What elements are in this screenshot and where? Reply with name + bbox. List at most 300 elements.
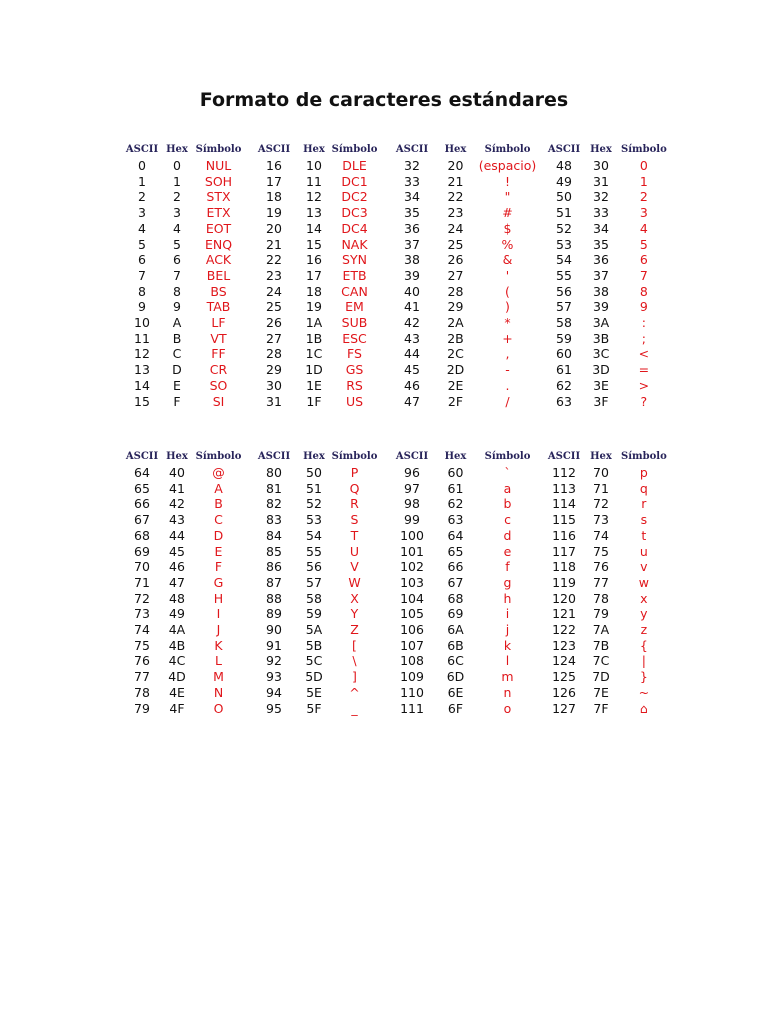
symbol: ENQ <box>204 236 233 252</box>
ascii-code: 4 <box>138 220 146 236</box>
hex-code: 6A <box>447 622 464 638</box>
hex-code: 40 <box>169 465 185 480</box>
ascii-code: 26 <box>266 315 282 331</box>
ascii-code: 0 <box>138 158 146 173</box>
symbol: ) <box>505 299 510 315</box>
ascii-code: 57 <box>556 299 572 315</box>
ascii-code: 3 <box>138 205 146 221</box>
hex-code: 63 <box>447 512 464 528</box>
hex-code: 3A <box>592 315 610 331</box>
symbol: . <box>505 377 510 393</box>
hex-code: 78 <box>593 590 609 606</box>
hex-code: 1C <box>305 346 323 362</box>
ascii-code: 96 <box>404 465 420 480</box>
hex-code: 6F <box>447 700 464 716</box>
hex-code: 5 <box>173 236 181 252</box>
symbol: SYN <box>342 252 367 268</box>
ascii-code: 10 <box>134 315 150 331</box>
ascii-code: 104 <box>400 590 424 606</box>
ascii-code: 14 <box>134 377 150 393</box>
ascii-code: 38 <box>404 252 420 268</box>
table-row <box>119 669 667 685</box>
symbol: ETB <box>342 267 367 283</box>
ascii-code: 43 <box>404 330 420 346</box>
hex-code: 32 <box>593 189 609 205</box>
hex-code: 4D <box>168 669 186 685</box>
hex-code: 53 <box>306 512 322 528</box>
table-row <box>119 237 667 253</box>
hex-code: 1B <box>305 330 323 346</box>
hex-code: 75 <box>593 543 609 559</box>
symbol: ⌂ <box>639 700 648 716</box>
hex-code: 72 <box>593 496 609 512</box>
ascii-code: 16 <box>266 158 282 173</box>
ascii-code: 39 <box>404 267 420 283</box>
hex-code: 1A <box>305 315 323 331</box>
hex-code: 29 <box>447 299 464 315</box>
ascii-code: 29 <box>266 362 282 378</box>
ascii-code: 53 <box>556 236 572 252</box>
symbol: ^ <box>349 684 360 700</box>
ascii-code: 91 <box>266 637 282 653</box>
hex-code: 5A <box>305 622 323 638</box>
hex-code: C <box>172 346 182 362</box>
symbol: v <box>640 559 648 575</box>
hex-code: 23 <box>447 205 464 221</box>
symbol: DLE <box>342 158 367 173</box>
hex-code: 19 <box>306 299 322 315</box>
ascii-code: 45 <box>404 362 420 378</box>
symbol: BS <box>210 283 227 299</box>
symbol: R <box>350 496 359 512</box>
ascii-code: 15 <box>134 393 150 409</box>
hex-code: 77 <box>593 574 609 590</box>
hex-code: 1 <box>173 173 181 189</box>
hex-code: 3F <box>593 393 609 409</box>
hex-code: 76 <box>593 559 609 575</box>
ascii-code: 98 <box>404 496 420 512</box>
symbol: L <box>215 653 222 669</box>
ascii-code: 100 <box>400 527 424 543</box>
hex-code: 10 <box>306 158 322 173</box>
ascii-code: 95 <box>266 700 282 716</box>
hex-code: 4C <box>168 653 186 669</box>
hex-code: 59 <box>306 606 322 622</box>
hex-code: 2B <box>447 330 464 346</box>
symbol: g <box>503 574 512 590</box>
hex-code: 2E <box>447 377 464 393</box>
symbol: h <box>503 590 512 606</box>
symbol: j <box>505 622 510 638</box>
ascii-code: 75 <box>134 637 150 653</box>
symbol: } <box>639 669 648 685</box>
ascii-table-block-2 <box>119 449 667 716</box>
symbol: * <box>504 315 511 331</box>
ascii-code: 73 <box>134 606 150 622</box>
hex-code: 73 <box>593 512 609 528</box>
hex-code: 34 <box>593 220 609 236</box>
hex-code: 5D <box>305 669 323 685</box>
ascii-code: 61 <box>556 362 572 378</box>
symbol: f <box>505 559 510 575</box>
table-row <box>119 465 667 481</box>
table-row <box>119 701 667 717</box>
ascii-code: 31 <box>266 393 282 409</box>
ascii-code: 108 <box>400 653 424 669</box>
symbol: ' <box>505 267 510 283</box>
symbol: RS <box>346 377 363 393</box>
ascii-code: 92 <box>266 653 282 669</box>
ascii-code: 52 <box>556 220 572 236</box>
symbol: { <box>639 637 648 653</box>
symbol: 8 <box>639 283 648 299</box>
symbol: S <box>350 512 359 528</box>
hex-code: B <box>172 330 182 346</box>
symbol: VT <box>210 330 227 346</box>
symbol: a <box>503 480 512 496</box>
ascii-code: 13 <box>134 362 150 378</box>
symbol: LF <box>211 315 226 331</box>
symbol: G <box>213 574 224 590</box>
ascii-code: 34 <box>404 189 420 205</box>
hex-code: 54 <box>306 527 322 543</box>
ascii-code: 35 <box>404 205 420 221</box>
symbol: EM <box>345 299 364 315</box>
ascii-code: 79 <box>134 700 150 716</box>
table-row <box>119 575 667 591</box>
hex-code: 28 <box>447 283 464 299</box>
symbol: x <box>640 590 648 606</box>
symbol: > <box>638 377 650 393</box>
table-row <box>119 299 667 315</box>
ascii-code: 28 <box>266 346 282 362</box>
symbol: w <box>638 574 649 590</box>
ascii-code: 48 <box>556 158 572 173</box>
table-row <box>119 638 667 654</box>
hex-code: 21 <box>447 173 464 189</box>
symbol: U <box>349 543 360 559</box>
ascii-code: 107 <box>400 637 424 653</box>
hex-code: 47 <box>169 574 185 590</box>
ascii-code: 101 <box>400 543 424 559</box>
header-row <box>119 449 667 465</box>
ascii-code: 44 <box>404 346 420 362</box>
ascii-code: 86 <box>266 559 282 575</box>
hex-code: 41 <box>169 480 185 496</box>
ascii-code: 123 <box>552 637 576 653</box>
hex-code: 58 <box>306 590 322 606</box>
table-row <box>119 512 667 528</box>
symbol: < <box>638 346 650 362</box>
symbol: V <box>350 559 359 575</box>
hex-code: 3E <box>593 377 609 393</box>
hex-code: D <box>172 362 182 378</box>
ascii-code: 112 <box>552 465 576 480</box>
hex-code: 4 <box>173 220 181 236</box>
column-header-ascii: ASCII <box>547 144 581 156</box>
symbol: d <box>503 527 512 543</box>
symbol: NAK <box>341 236 368 252</box>
hex-code: 67 <box>447 574 464 590</box>
hex-code: 5E <box>306 684 322 700</box>
hex-code: 3C <box>592 346 610 362</box>
ascii-code: 50 <box>556 189 572 205</box>
symbol: b <box>503 496 512 512</box>
symbol: ( <box>505 283 510 299</box>
symbol: SUB <box>341 315 368 331</box>
symbol: \ <box>352 653 357 669</box>
symbol: US <box>345 393 364 409</box>
symbol: BEL <box>206 267 231 283</box>
ascii-code: 36 <box>404 220 420 236</box>
symbol: m <box>501 669 514 685</box>
symbol: H <box>213 590 224 606</box>
symbol: SI <box>212 393 225 409</box>
hex-code: 42 <box>169 496 185 512</box>
symbol: - <box>505 362 510 378</box>
ascii-code: 90 <box>266 622 282 638</box>
symbol: ~ <box>638 684 650 700</box>
symbol: # <box>502 205 513 221</box>
page-title: Formato de caracteres estándares <box>199 89 569 111</box>
ascii-code: 110 <box>400 684 424 700</box>
hex-code: 46 <box>169 559 185 575</box>
hex-code: 64 <box>447 527 464 543</box>
ascii-code: 93 <box>266 669 282 685</box>
symbol: " <box>504 189 511 205</box>
symbol: e <box>503 543 512 559</box>
hex-code: 26 <box>447 252 464 268</box>
symbol: B <box>214 496 223 512</box>
symbol: SO <box>209 377 228 393</box>
symbol: 6 <box>639 252 648 268</box>
hex-code: 25 <box>447 236 464 252</box>
hex-code: 0 <box>173 158 181 173</box>
hex-code: 6C <box>447 653 464 669</box>
hex-code: 65 <box>447 543 464 559</box>
column-header-symbol: Símbolo <box>621 144 667 156</box>
hex-code: 8 <box>173 283 181 299</box>
column-header-ascii: ASCII <box>395 144 429 156</box>
table-row <box>119 622 667 638</box>
ascii-code: 94 <box>266 684 282 700</box>
symbol: CR <box>209 362 228 378</box>
hex-code: 7B <box>592 637 610 653</box>
table-row <box>119 331 667 347</box>
table-row <box>119 544 667 560</box>
symbol: p <box>639 465 648 480</box>
hex-code: 12 <box>306 189 322 205</box>
hex-code: 5F <box>306 700 322 716</box>
ascii-code: 20 <box>266 220 282 236</box>
ascii-code: 41 <box>404 299 420 315</box>
ascii-code: 22 <box>266 252 282 268</box>
column-header-symbol: Símbolo <box>484 144 531 156</box>
symbol: ` <box>504 465 511 480</box>
symbol: 0 <box>639 158 648 173</box>
ascii-code: 33 <box>404 173 420 189</box>
hex-code: 3B <box>592 330 610 346</box>
ascii-code: 9 <box>138 299 146 315</box>
table-row <box>119 174 667 190</box>
hex-code: 6B <box>447 637 464 653</box>
hex-code: 1E <box>306 377 322 393</box>
ascii-code: 19 <box>266 205 282 221</box>
hex-code: 2A <box>447 315 464 331</box>
ascii-code: 102 <box>400 559 424 575</box>
hex-code: 69 <box>447 606 464 622</box>
ascii-code: 32 <box>404 158 420 173</box>
symbol: ESC <box>342 330 367 346</box>
symbol: T <box>350 527 359 543</box>
symbol: l <box>505 653 510 669</box>
symbol: r <box>641 496 647 512</box>
ascii-code: 18 <box>266 189 282 205</box>
ascii-code: 125 <box>552 669 576 685</box>
ascii-code: 70 <box>134 559 150 575</box>
symbol: ! <box>504 173 510 189</box>
ascii-code: 99 <box>404 512 420 528</box>
symbol: E <box>214 543 223 559</box>
ascii-code: 17 <box>266 173 282 189</box>
hex-code: 33 <box>593 205 609 221</box>
symbol: F <box>214 559 223 575</box>
hex-code: 57 <box>306 574 322 590</box>
symbol: SOH <box>204 173 233 189</box>
hex-code: 30 <box>593 158 609 173</box>
hex-code: 68 <box>447 590 464 606</box>
ascii-code: 27 <box>266 330 282 346</box>
ascii-code: 47 <box>404 393 420 409</box>
hex-code: 2F <box>447 393 464 409</box>
ascii-code: 127 <box>552 700 576 716</box>
hex-code: 35 <box>593 236 609 252</box>
column-header-symbol: Símbolo <box>195 451 242 463</box>
ascii-code: 105 <box>400 606 424 622</box>
table-row <box>119 394 667 410</box>
column-header-hex: Hex <box>444 451 467 463</box>
symbol: I <box>216 606 221 622</box>
ascii-code: 56 <box>556 283 572 299</box>
ascii-code: 8 <box>138 283 146 299</box>
hex-code: 20 <box>447 158 464 173</box>
hex-code: F <box>173 393 181 409</box>
hex-code: 36 <box>593 252 609 268</box>
symbol: ETX <box>206 205 231 221</box>
table-row <box>119 362 667 378</box>
symbol: + <box>502 330 513 346</box>
ascii-code: 65 <box>134 480 150 496</box>
symbol: = <box>638 362 650 378</box>
column-header-hex: Hex <box>590 144 612 156</box>
hex-code: 6D <box>446 669 465 685</box>
column-header-hex: Hex <box>166 144 188 156</box>
ascii-code: 117 <box>552 543 576 559</box>
symbol: i <box>505 606 510 622</box>
symbol: FF <box>211 346 226 362</box>
column-header-hex: Hex <box>590 451 612 463</box>
hex-code: 79 <box>593 606 609 622</box>
ascii-code: 124 <box>552 653 576 669</box>
symbol: NUL <box>205 158 232 173</box>
ascii-code: 82 <box>266 496 282 512</box>
hex-code: 4A <box>168 622 186 638</box>
ascii-code: 54 <box>556 252 572 268</box>
symbol: [ <box>352 637 357 653</box>
ascii-code: 59 <box>556 330 572 346</box>
hex-code: 7 <box>173 267 181 283</box>
ascii-code: 78 <box>134 684 150 700</box>
ascii-code: 114 <box>552 496 576 512</box>
ascii-code: 106 <box>400 622 424 638</box>
symbol: 9 <box>639 299 648 315</box>
symbol: X <box>350 590 359 606</box>
symbol: D <box>213 527 224 543</box>
table-row <box>119 284 667 300</box>
hex-code: 14 <box>306 220 322 236</box>
ascii-code: 89 <box>266 606 282 622</box>
symbol: ; <box>641 330 646 346</box>
ascii-code: 84 <box>266 527 282 543</box>
ascii-code: 80 <box>266 465 282 480</box>
hex-code: 4F <box>169 700 185 716</box>
ascii-code: 25 <box>266 299 282 315</box>
hex-code: 31 <box>593 173 609 189</box>
ascii-table-block-1 <box>119 142 667 409</box>
ascii-code: 85 <box>266 543 282 559</box>
ascii-code: 71 <box>134 574 150 590</box>
hex-code: 39 <box>593 299 609 315</box>
column-header-hex: Hex <box>444 144 467 156</box>
ascii-code: 111 <box>400 700 424 716</box>
ascii-code: 5 <box>138 236 146 252</box>
ascii-code: 49 <box>556 173 572 189</box>
ascii-code: 30 <box>266 377 282 393</box>
hex-code: 3 <box>173 205 181 221</box>
ascii-code: 115 <box>552 512 576 528</box>
table-row <box>119 653 667 669</box>
ascii-code: 11 <box>134 330 150 346</box>
ascii-code: 87 <box>266 574 282 590</box>
symbol: 7 <box>639 267 648 283</box>
ascii-code: 67 <box>134 512 150 528</box>
hex-code: 48 <box>169 590 185 606</box>
ascii-code: 121 <box>552 606 576 622</box>
hex-code: 37 <box>593 267 609 283</box>
symbol: 2 <box>639 189 648 205</box>
symbol: P <box>350 465 359 480</box>
symbol: A <box>214 480 223 496</box>
symbol: @ <box>212 465 225 480</box>
ascii-code: 103 <box>400 574 424 590</box>
column-header-hex: Hex <box>303 144 325 156</box>
hex-code: 71 <box>593 480 609 496</box>
ascii-code: 109 <box>400 669 424 685</box>
hex-code: 66 <box>447 559 464 575</box>
ascii-code: 122 <box>552 622 576 638</box>
symbol: 3 <box>639 205 648 221</box>
column-header-symbol: Símbolo <box>621 451 667 463</box>
ascii-code: 7 <box>138 267 146 283</box>
ascii-code: 1 <box>138 173 146 189</box>
symbol: 1 <box>639 173 648 189</box>
hex-code: 27 <box>447 267 464 283</box>
hex-code: 13 <box>306 205 322 221</box>
hex-code: 11 <box>306 173 322 189</box>
hex-code: 44 <box>169 527 185 543</box>
hex-code: E <box>173 377 181 393</box>
table-row <box>119 685 667 701</box>
